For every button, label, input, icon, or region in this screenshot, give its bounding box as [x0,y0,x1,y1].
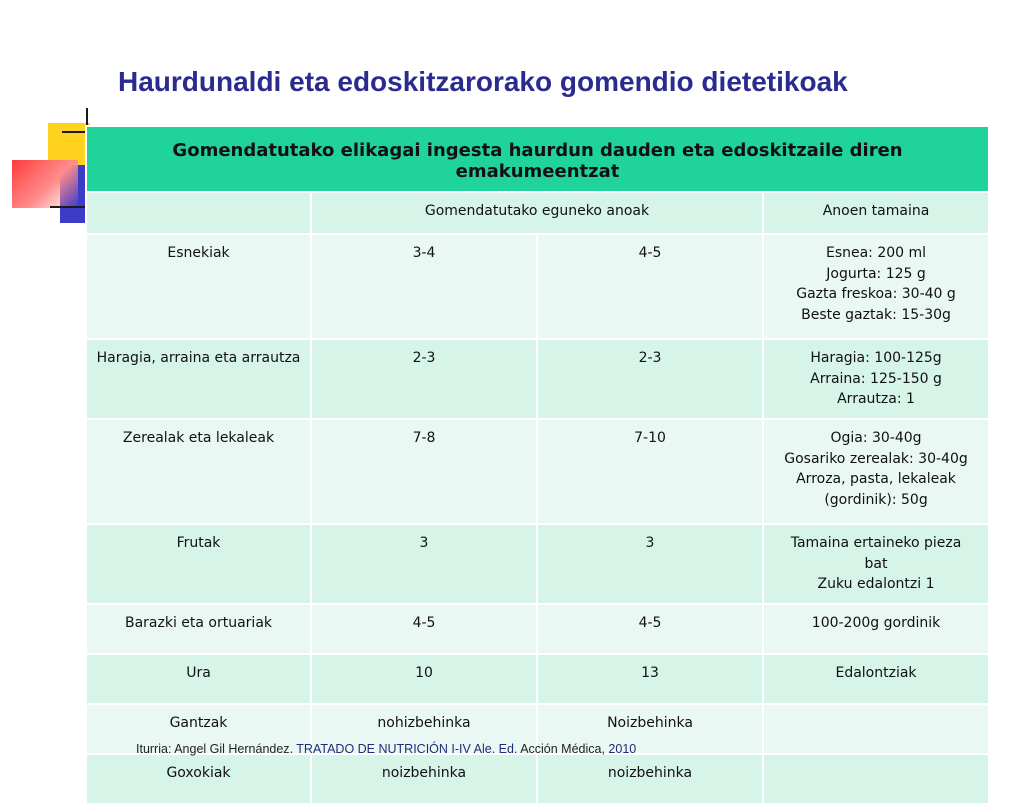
lactating-servings-cell: 13 [537,654,763,704]
portion-cell [763,524,989,604]
lactating-servings-cell: 4-5 [537,234,763,339]
source-publisher: Acción Médica, [517,742,609,756]
source-author: Iturria: Angel Gil Hernández [136,742,290,756]
portion-line: Jogurta: 125 g [826,265,926,282]
portion-line: Tamaina ertaineko pieza [790,535,962,551]
portion-line: Ogia: 30-40g [830,430,922,446]
lactating-servings-cell: Noizbehinka [537,704,763,754]
table-row [86,524,989,604]
source-sep: . [289,742,297,756]
portion-cell [763,419,989,524]
table-subheader-row [86,192,989,234]
lactating-servings-cell: 2-3 [537,339,763,419]
logo-red-square [12,160,78,208]
logo-horizontal-line [50,206,88,208]
food-cell: Esnekiak [86,234,311,339]
subheader-empty [86,192,311,234]
source-edition: Ale. Ed. [470,742,518,756]
source-citation [136,742,636,756]
portion-line: Beste gaztak: 15-30g [801,306,951,323]
portion-cell [763,604,989,654]
table-row [86,654,989,704]
food-cell: Barazki eta ortuariak [86,604,311,654]
table-row [86,754,989,804]
pregnant-servings-cell: 2-3 [311,339,537,419]
portion-line: Gazta freskoa: 30-40 g [796,286,956,302]
pregnant-servings-cell: noizbehinka [311,754,537,804]
table-row [86,234,989,339]
source-year: 2010 [608,742,637,756]
table-row [86,339,989,419]
pregnant-servings-cell: 3 [311,524,537,604]
lactating-servings-cell: 7-10 [537,419,763,524]
subheader-portion: Anoen tamaina [763,192,989,234]
pregnant-servings-cell: 4-5 [311,604,537,654]
portion-line: 100-200g gordinik [811,615,941,631]
recommendation-table [85,125,990,805]
portion-cell [763,339,989,419]
pregnant-servings-cell: 7-8 [311,419,537,524]
portion-line: Arroza, pasta, lekaleak [796,471,956,487]
food-cell: Gantzak [86,704,311,754]
portion-line: Arraina: 125-150 g [810,370,942,387]
pregnant-servings-cell: 10 [311,654,537,704]
table-title-row [86,126,989,192]
food-cell: Zerealak eta lekaleak [86,419,311,524]
food-cell: Haragia, arraina eta arrautza [86,339,311,419]
portion-cell [763,654,989,704]
slide-title: Haurdunaldi eta edoskitzarorako gomendio dietetikoak [118,66,848,97]
lactating-servings-cell: noizbehinka [537,754,763,804]
food-cell: Frutak [86,524,311,604]
portion-line: (gordinik): 50g [824,491,928,508]
pregnant-servings-cell: 3-4 [311,234,537,339]
food-cell: Ura [86,654,311,704]
source-book: TRATADO DE NUTRICIÓN I- [296,742,460,756]
lactating-servings-cell: 4-5 [537,604,763,654]
pregnant-servings-cell: nohizbehinka [311,704,537,754]
portion-cell [763,754,989,804]
portion-cell [763,234,989,339]
table-row [86,604,989,654]
portion-line: Haragia: 100-125g [810,350,942,366]
table-row [86,419,989,524]
food-cell: Goxokiak [86,754,311,804]
lactating-servings-cell: 3 [537,524,763,604]
subheader-servings: Gomendatutako eguneko anoak [311,192,763,234]
portion-line: Edalontziak [835,665,917,681]
portion-line: bat [864,555,888,572]
portion-cell [763,704,989,754]
portion-line: Arrautza: 1 [837,391,915,407]
table-title: Gomendatutako elikagai ingesta haurdun dauden eta edoskitzaile diren emakumeentzat [86,126,989,192]
portion-line: Esnea: 200 ml [825,245,927,261]
source-volume: IV [459,742,471,756]
portion-line: Zuku edalontzi 1 [817,576,935,592]
portion-line: Gosariko zerealak: 30-40g [784,450,968,467]
